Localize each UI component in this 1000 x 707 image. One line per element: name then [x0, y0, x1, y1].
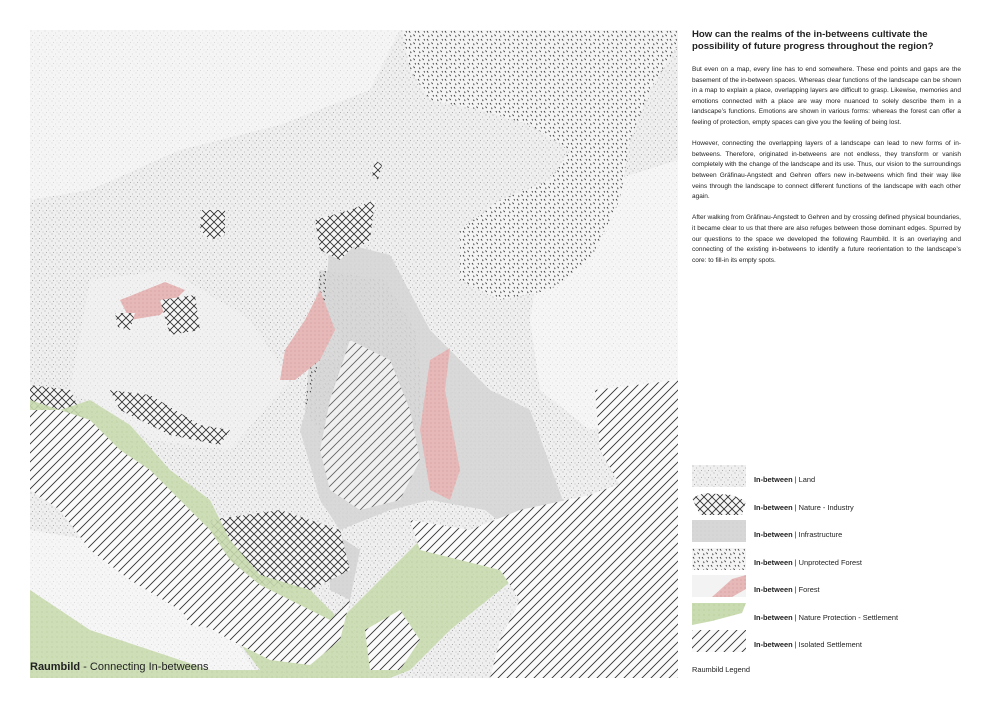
land-swatch: [692, 465, 746, 487]
map-caption-rest: - Connecting In-betweens: [80, 661, 209, 673]
legend-bold: In-between: [754, 585, 793, 594]
legend-item-unprotected-forest: [692, 548, 972, 576]
question-heading: How can the realms of the in-betweens cultivate the possibility of future progress throughout the region?: [692, 29, 934, 52]
legend-bold: In-between: [754, 557, 793, 567]
legend-rest: | Unprotected Forest: [792, 557, 862, 567]
legend-label-nature-protection: [754, 613, 898, 622]
marks-swatch: [692, 548, 746, 570]
pink-swatch: [692, 575, 746, 597]
legend-label-land: [754, 475, 815, 484]
map-caption: [30, 661, 209, 673]
raumbild-map: [30, 30, 678, 678]
legend-rest: | Nature Protection - Settlement: [792, 612, 899, 622]
paragraph-3: After walking from Gräfinau-Angstedt to Gehren and by crossing defined physical boundaries, it became clear to us that there are also refuges between those dominant edges. Spurred by our questions to the space we developed the following Raumbild. It is an overlaying and connecting of the existing in-betweens to identify a future reorientation to the landscape’s core: to fill-in its empty spots.: [692, 214, 961, 264]
green-swatch: [692, 603, 746, 625]
paragraph-1: But even on a map, every line has to end somewhere. These end points and gaps are the basement of the in-between spaces. Whereas clear functions of the landscape can be shown in a map to explain a place, overlapping layers are difficult to grasp. Likewise, memories and emotions connected with a place are way more nuanced to solely describe them in a landscape’s functions. Emotions are shown in various forms: whereas the forest can offer a feeling of protection, empty spaces can give you the feeling of being lost.: [692, 66, 961, 126]
legend-label-nature-industry: [754, 503, 854, 512]
paragraph-2: However, connecting the overlapping layers of a landscape can lead to new forms of in-betweens. Therefore, originated in-betweens are not endless, they transform or vanish completely with the change of the landscape and its use. Thus, our vision to the surroundings between Gräfinau-Angstedt and Gehren offers new in-betweens which find their way like veins through the landscape to connect different functions of the landscape with each other again.: [692, 140, 961, 201]
legend-rest: | Nature - Industry: [792, 502, 854, 512]
grey-swatch: [692, 520, 746, 542]
legend-rest: | Forest: [792, 585, 820, 594]
crosshatch-swatch: [692, 493, 746, 515]
legend-item-land: [692, 465, 972, 493]
legend-label-forest: [754, 585, 820, 594]
hatch-swatch: [692, 630, 746, 652]
legend-bold: In-between: [754, 530, 793, 539]
map-caption-bold: Raumbild: [30, 661, 81, 673]
legend-item-nature-industry: [692, 493, 972, 521]
legend-bold: In-between: [754, 502, 793, 512]
legend-item-isolated-settlement: [692, 630, 972, 658]
legend-bold: In-between: [754, 640, 793, 649]
legend-item-forest: [692, 575, 972, 603]
legend-label-isolated-settlement: [754, 640, 862, 649]
legend-rest: | Land: [792, 475, 816, 484]
legend-caption: Raumbild Legend: [692, 665, 750, 674]
text-panel: [692, 29, 961, 277]
legend-bold: In-between: [754, 475, 793, 484]
legend-bold: In-between: [754, 612, 793, 622]
legend-label-infrastructure: [754, 530, 842, 539]
legend: [692, 465, 972, 658]
legend-label-unprotected-forest: [754, 558, 862, 567]
legend-item-infrastructure: [692, 520, 972, 548]
legend-rest: | Infrastructure: [792, 530, 843, 539]
legend-item-nature-protection: [692, 603, 972, 631]
legend-rest: | Isolated Settlement: [792, 640, 862, 649]
